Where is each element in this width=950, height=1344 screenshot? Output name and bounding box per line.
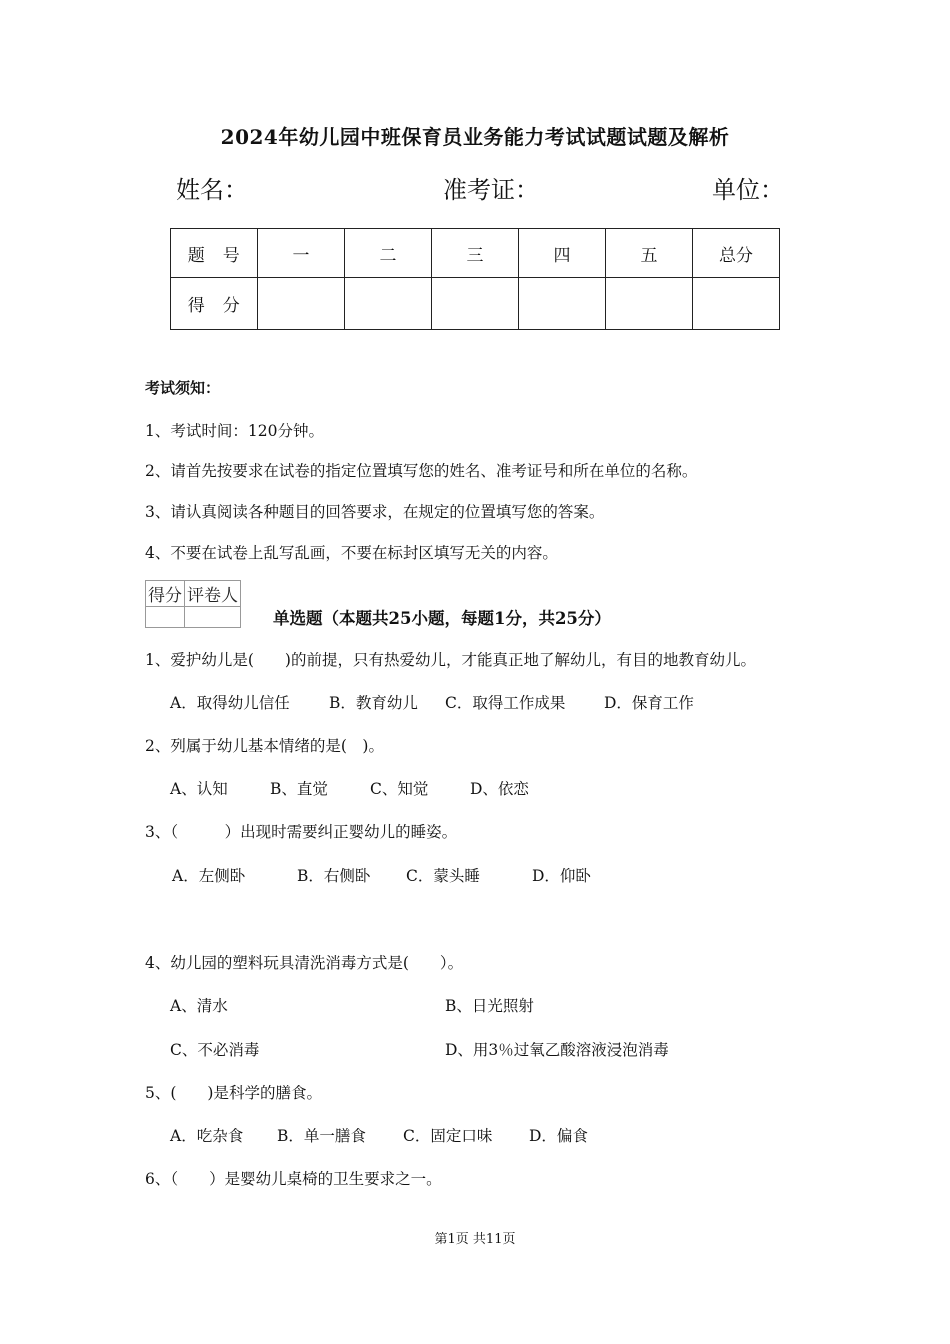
option-a: A、认知: [170, 780, 228, 798]
page-title: 2024年幼儿园中班保育员业务能力考试试题试题及解析: [220, 125, 730, 149]
question-stem: 6、（ ）是婴幼儿桌椅的卫生要求之一。: [145, 1170, 442, 1188]
question-stem: 2、列属于幼儿基本情绪的是( )。: [145, 737, 384, 755]
question-stem: 3、（ ）出现时需要纠正婴幼儿的睡姿。: [145, 823, 458, 841]
option-d: D、用3％过氧乙酸溶液浸泡消毒: [445, 1041, 669, 1059]
grader-score-cell[interactable]: [146, 607, 185, 628]
exam-id-label: 准考证：: [443, 176, 539, 204]
notice-item: 3、请认真阅读各种题目的回答要求，在规定的位置填写您的答案。: [145, 503, 605, 521]
score-cell[interactable]: [432, 278, 519, 330]
score-cell[interactable]: [693, 278, 780, 330]
section-title: 单选题（本题共25小题，每题1分，共25分）: [273, 609, 611, 628]
score-table-header-row: [171, 229, 780, 278]
question-stem: 1、爱护幼儿是( )的前提，只有热爱幼儿，才能真正地了解幼儿，有目的地教育幼儿。: [145, 651, 756, 669]
grader-reviewer-cell[interactable]: [185, 607, 241, 628]
option-a: A．取得幼儿信任: [170, 694, 290, 712]
column-header: 三: [432, 229, 519, 278]
score-cell[interactable]: [345, 278, 432, 330]
column-header: 总分: [693, 229, 780, 278]
grader-box: [145, 580, 241, 628]
option-b: B、直觉: [270, 780, 328, 798]
option-b: B、日光照射: [445, 997, 534, 1015]
grader-reviewer-label: 评卷人: [185, 581, 241, 607]
option-c: C．蒙头睡: [406, 867, 480, 885]
row-label-score: 得 分: [171, 278, 258, 330]
option-c: C、不必消毒: [170, 1041, 260, 1059]
option-a: A．吃杂食: [170, 1127, 244, 1145]
notice-item: 2、请首先按要求在试卷的指定位置填写您的姓名、准考证号和所在单位的名称。: [145, 462, 698, 480]
notice-item: 4、不要在试卷上乱写乱画，不要在标封区填写无关的内容。: [145, 544, 558, 562]
question-stem: 4、幼儿园的塑料玩具清洗消毒方式是( ）。: [145, 954, 464, 972]
option-d: D．保育工作: [604, 694, 694, 712]
column-header: 二: [345, 229, 432, 278]
option-a: A．左侧卧: [172, 867, 246, 885]
option-c: C．固定口味: [403, 1127, 493, 1145]
option-b: B．单一膳食: [277, 1127, 366, 1145]
option-c: C、知觉: [370, 780, 429, 798]
score-table-score-row: [171, 278, 780, 330]
option-d: D．偏食: [529, 1127, 588, 1145]
option-b: B．右侧卧: [297, 867, 371, 885]
option-c: C．取得工作成果: [445, 694, 566, 712]
score-cell[interactable]: [519, 278, 606, 330]
name-label: 姓名：: [176, 176, 248, 204]
score-cell[interactable]: [606, 278, 693, 330]
option-a: A、清水: [170, 997, 228, 1015]
unit-label: 单位：: [712, 176, 784, 204]
notice-title: 考试须知：: [145, 379, 221, 397]
score-cell[interactable]: [258, 278, 345, 330]
option-d: D、依恋: [470, 780, 529, 798]
option-b: B．教育幼儿: [329, 694, 418, 712]
column-header: 四: [519, 229, 606, 278]
row-label-question-number: 题 号: [171, 229, 258, 278]
column-header: 五: [606, 229, 693, 278]
page-footer: 第1页 共11页: [434, 1232, 516, 1247]
score-table: [170, 228, 780, 330]
notice-item: 1、考试时间：120分钟。: [145, 422, 324, 440]
option-d: D．仰卧: [532, 867, 591, 885]
grader-score-label: 得分: [146, 581, 185, 607]
column-header: 一: [258, 229, 345, 278]
question-stem: 5、( )是科学的膳食。: [145, 1084, 322, 1102]
